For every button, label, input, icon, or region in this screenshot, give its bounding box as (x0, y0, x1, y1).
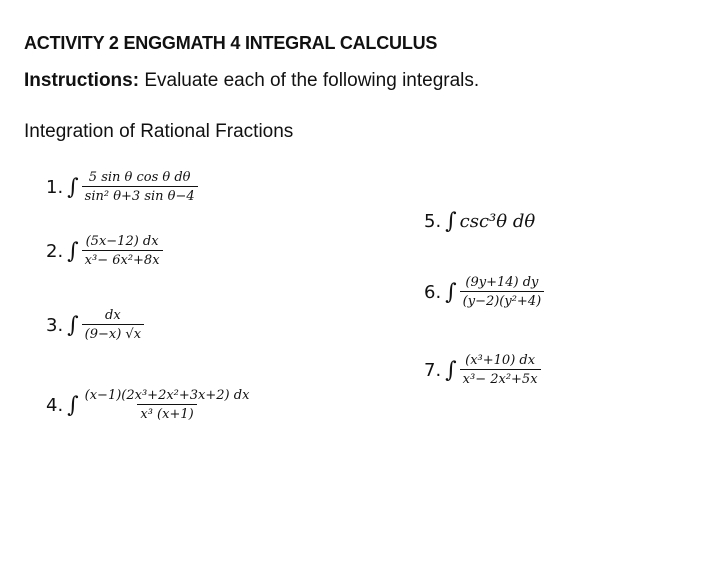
problem-1 (46, 170, 198, 204)
denominator: sin² θ+3 sin θ−4 (82, 186, 198, 204)
denominator: (y−2)(y²+4) (460, 291, 545, 309)
integral-symbol: ∫ (67, 392, 79, 418)
fraction (82, 234, 163, 268)
problem-number: 2. (46, 240, 64, 262)
denominator: (9−x) √x (82, 324, 144, 342)
problem-6 (424, 275, 544, 309)
integral-symbol: ∫ (67, 312, 79, 338)
document-title: ACTIVITY 2 ENGGMATH 4 INTEGRAL CALCULUS (24, 33, 438, 53)
denominator: x³ (x+1) (137, 404, 196, 422)
numerator: dx (105, 308, 121, 323)
numerator: (5x−12) dx (85, 234, 159, 249)
numerator: (x−1)(2x³+2x²+3x+2) dx (84, 388, 250, 403)
integral-symbol: ∫ (445, 279, 457, 305)
problem-4 (46, 388, 252, 422)
integral-symbol: ∫ (445, 209, 457, 234)
numerator: (x³+10) dx (465, 353, 536, 368)
integral-symbol: ∫ (67, 238, 79, 264)
problem-number: 7. (424, 359, 442, 381)
problem-number: 5. (424, 211, 442, 232)
problem-number: 1. (46, 176, 64, 198)
problem-2 (46, 234, 163, 268)
fraction (82, 170, 198, 204)
fraction (82, 388, 253, 422)
integral-symbol: ∫ (445, 357, 457, 383)
numerator: 5 sin θ cos θ dθ (88, 170, 191, 185)
problem-number: 3. (46, 314, 64, 336)
problem-3 (46, 308, 144, 342)
problem-7 (424, 353, 541, 387)
problem-number: 4. (46, 394, 64, 416)
denominator: x³− 6x²+8x (82, 250, 163, 268)
problem-5 (424, 209, 535, 234)
section-heading: Integration of Rational Fractions (24, 121, 294, 142)
fraction (82, 308, 144, 342)
fraction (460, 353, 541, 387)
instructions-label: Instructions: (24, 70, 140, 91)
problem-number: 6. (424, 281, 442, 303)
instructions (24, 70, 479, 92)
instructions-text: Evaluate each of the following integrals. (144, 70, 480, 91)
denominator: x³− 2x²+5x (460, 369, 541, 387)
fraction (460, 275, 545, 309)
integral-symbol: ∫ (67, 174, 79, 200)
integrand: csc³θ dθ (459, 211, 536, 232)
numerator: (9y+14) dy (465, 275, 539, 290)
